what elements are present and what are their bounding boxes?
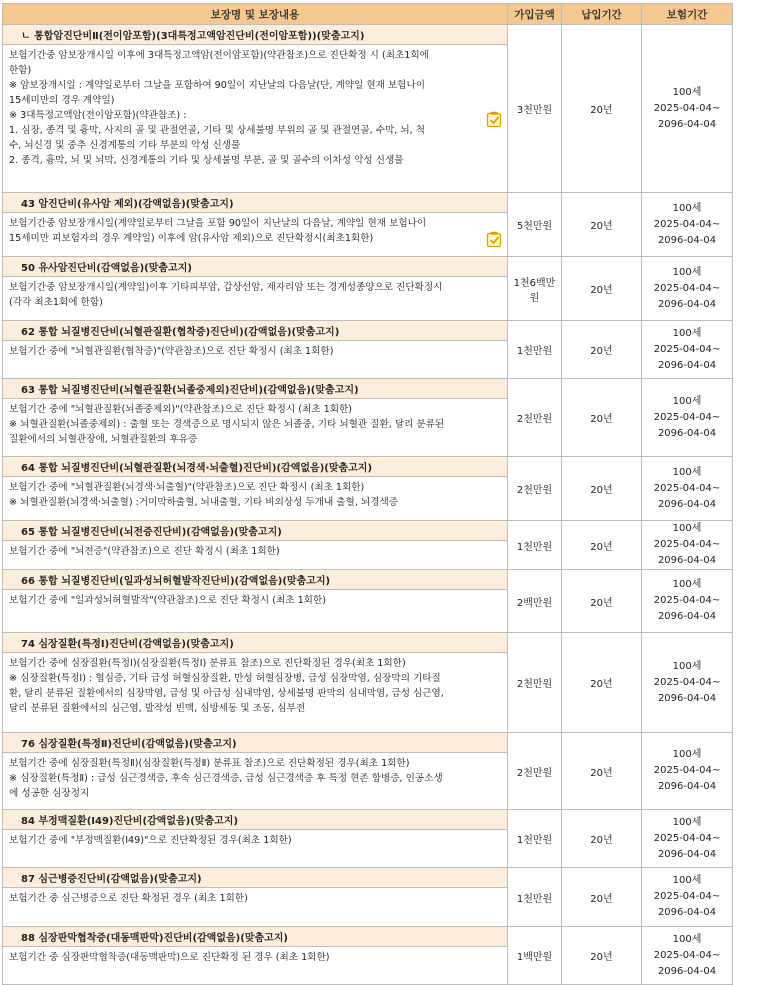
header-payment: 납입기간 <box>562 4 642 25</box>
amount-cell: 1천만원 <box>508 810 562 868</box>
coverage-title: 43 암진단비(유사암 제외)(감액없음)(맞춤고지) <box>3 193 508 213</box>
description-line: 질환에서의 뇌혈관장애, 뇌혈관질환의 후유증 <box>9 434 198 445</box>
coverage-title-row <box>3 521 733 541</box>
coverage-title-row <box>3 927 733 947</box>
description-line: 보험기간 중 심근병증으로 진단 확정된 경우 (최초 1회한) <box>9 893 248 904</box>
description-line: ※ 3대특정고액암(전이암포함)(약관참조) : <box>9 110 187 121</box>
period-cell-line: 2025-04-04~ <box>653 676 721 688</box>
period-cell-line: 2025-04-04~ <box>653 282 721 294</box>
payment-cell: 20년 <box>562 810 642 868</box>
period-cell <box>642 457 733 521</box>
coverage-title-row <box>3 379 733 399</box>
period-cell-line: 100세 <box>672 395 702 407</box>
coverage-title: 84 부정맥질환(Ⅰ49)진단비(감액없음)(맞춤고지) <box>3 810 508 830</box>
description-line: 보험기간 중에 "일과성뇌허혈발작"(약관참조)으로 진단 확정시 (최초 1회한) <box>9 595 326 606</box>
period-cell-line: 2025-04-04~ <box>653 343 721 355</box>
period-cell <box>642 570 733 633</box>
amount-cell: 2천만원 <box>508 733 562 810</box>
description-line: 보험기간 중에 "뇌전증"(약관참조)으로 진단 확정시 (최초 1회한) <box>9 546 280 557</box>
description-line: 보험기간 중에 "뇌혈관질환(협착증)"(약관참조)으로 진단 확정시 (최초 1회한) <box>9 346 334 357</box>
coverage-description <box>3 399 508 457</box>
header-coverage: 보장명 및 보장내용 <box>3 4 508 25</box>
coverage-title-row <box>3 868 733 888</box>
period-cell-line: 2025-04-04~ <box>653 949 721 961</box>
coverage-description <box>3 653 508 733</box>
coverage-title-row <box>3 25 733 45</box>
coverage-description <box>3 947 508 985</box>
description-line: 보험기간 중에 심장질환(특정Ⅰ)(심장질환(특정Ⅰ) 분류표 참조)으로 진단확정된 경우(최초 1회한) <box>9 658 406 669</box>
payment-cell: 20년 <box>562 379 642 457</box>
description-line: ※ 뇌혈관질환(뇌졸중제외) : 출혈 또는 경색증으로 명시되지 않은 뇌졸중, 기타 뇌혈관 질환, 달리 분류된 <box>9 419 445 430</box>
period-cell-line: 2025-04-04~ <box>653 218 721 230</box>
description-line: 보험기간중 암보장개시일(계약일로부터 그날을 포함 90일이 지난날의 다음날, 계약일 현재 보험나이 <box>9 218 427 229</box>
period-cell-line: 2096-04-04 <box>657 498 717 510</box>
coverage-title: 76 심장질환(특정Ⅱ)진단비(감액없음)(맞춤고지) <box>3 733 508 753</box>
period-cell-line: 2096-04-04 <box>657 907 717 918</box>
description-line: 2. 종격, 흉막, 뇌 및 뇌막, 신경계통의 기타 및 상세불명 부분, 골 및 골수의 이차성 악성 신생물 <box>9 155 404 166</box>
description-line: ※ 심장질환(특정Ⅱ) : 급성 심근경색증, 후속 심근경색증, 급성 심근경색증 후 특정 현존 합병증, 인공소생 <box>9 773 443 784</box>
description-line: 보험기간중 암보장개시일(계약일)이후 기타피부암, 갑상선암, 제자리암 또는 경계성종양으로 진단확정시 <box>9 282 443 293</box>
coverage-title: 87 심근병증진단비(감액없음)(맞춤고지) <box>3 868 508 888</box>
period-cell-line: 2096-04-04 <box>657 427 717 439</box>
period-cell-line: 100세 <box>672 816 702 828</box>
period-cell-line: 100세 <box>672 579 702 590</box>
coverage-description <box>3 888 508 927</box>
period-cell <box>642 379 733 457</box>
coverage-description <box>3 541 508 570</box>
period-cell-line: 100세 <box>672 523 702 534</box>
coverage-description <box>3 213 508 257</box>
description-line: 보험기간 중 심장판막협착증(대동맥판막)으로 진단확정 된 경우 (최초 1회한) <box>9 952 330 963</box>
period-cell-line: 2096-04-04 <box>657 359 717 371</box>
description-line: 1. 심장, 종격 및 흉막, 사지의 골 및 관절연골, 기타 및 상세불명 부위의 골 및 관절연골, 수막, 뇌, 척 <box>9 125 425 136</box>
period-cell-line: 2096-04-04 <box>657 555 717 566</box>
period-cell <box>642 927 733 985</box>
description-line: ※ 암보장개시일 : 계약일로부터 그날을 포함하여 90일이 지난날의 다음날(단, 계약일 현재 보험나이 <box>9 80 425 91</box>
period-cell <box>642 521 733 570</box>
coverage-title: 74 심장질환(특정Ⅰ)진단비(감액없음)(맞춤고지) <box>3 633 508 653</box>
period-cell-line: 100세 <box>672 327 702 339</box>
description-line: 보험기간중 암보장개시일 이후에 3대특정고액암(전이암포함)(약관참조)으로 진단확정 시 (최초1회에 <box>9 50 429 61</box>
amount-cell: 1천만원 <box>508 321 562 379</box>
period-cell-line: 100세 <box>672 749 702 760</box>
amount-cell: 1천만원 <box>508 868 562 927</box>
amount-cell: 2백만원 <box>508 570 562 633</box>
period-cell-line: 2025-04-04~ <box>653 482 721 494</box>
coverage-title-row <box>3 570 733 590</box>
description-line: ※ 뇌혈관질환(뇌경색·뇌출혈) :거미막하출혈, 뇌내출혈, 기타 비외상성 두개내 출혈, 뇌경색증 <box>9 497 398 508</box>
period-cell <box>642 257 733 321</box>
coverage-title: 66 통합 뇌질병진단비(일과성뇌허혈발작진단비)(감액없음)(맞춤고지) <box>3 570 508 590</box>
description-line: 보험기간 중에 "부정맥질환(I49)"으로 진단확정된 경우(최초 1회한) <box>9 835 292 846</box>
period-cell-line: 100세 <box>672 933 702 945</box>
coverage-title-row <box>3 810 733 830</box>
period-cell-line: 2096-04-04 <box>657 848 717 860</box>
coverage-description <box>3 477 508 521</box>
coverage-title: 88 심장판막협착증(대동맥판막)진단비(감액없음)(맞춤고지) <box>3 927 508 947</box>
period-cell-line: 2025-04-04~ <box>653 595 721 606</box>
coverage-title: 62 통합 뇌질병진단비(뇌혈관질환(협착증)진단비)(감액없음)(맞춤고지) <box>3 321 508 341</box>
amount-cell-line: 원 <box>529 292 540 304</box>
coverage-title: 65 통합 뇌질병진단비(뇌전증진단비)(감액없음)(맞춤고지) <box>3 521 508 541</box>
period-cell-line: 100세 <box>672 202 702 214</box>
coverage-description <box>3 590 508 633</box>
description-line: 보험기간 중에 "뇌혈관질환(뇌경색·뇌출혈)"(약관참조)으로 진단 확정시 (최초 1회한) <box>9 482 365 493</box>
table-header <box>3 4 733 25</box>
amount-cell: 1백만원 <box>508 927 562 985</box>
period-cell <box>642 633 733 733</box>
payment-cell: 20년 <box>562 25 642 193</box>
period-cell <box>642 25 733 193</box>
coverage-description <box>3 45 508 193</box>
coverage-title-row <box>3 733 733 753</box>
payment-cell: 20년 <box>562 193 642 257</box>
payment-cell: 20년 <box>562 521 642 570</box>
period-cell-line: 100세 <box>672 875 702 886</box>
description-line: 한함) <box>9 65 32 76</box>
coverage-title-row <box>3 257 733 277</box>
description-line: 보험기간 중에 "뇌혈관질환(뇌졸중제외)"(약관참조)으로 진단 확정시 (최초 1회한) <box>9 404 352 415</box>
description-line: 15세미만 피보험자의 경우 계약일) 이후에 암(유사암 제외)으로 진단확정시(최초1회한) <box>9 233 374 244</box>
description-line: 환, 달리 분류된 질환에서의 심장막염, 급성 및 아급성 심내막염, 상세불명 판막의 심내막염, 급성 심근염, <box>9 688 444 699</box>
amount-cell-line: 1천6백만 <box>513 277 556 289</box>
coverage-title: ㄴ 통합암진단비Ⅱ(전이암포함)(3대특정고액암진단비(전이암포함))(맞춤고지) <box>3 25 508 45</box>
coverage-title-row <box>3 457 733 477</box>
header-period: 보험기간 <box>642 4 733 25</box>
coverage-table <box>2 3 733 985</box>
memo-check-icon <box>486 231 503 248</box>
period-cell <box>642 321 733 379</box>
period-cell-line: 100세 <box>672 86 702 98</box>
payment-cell: 20년 <box>562 257 642 321</box>
payment-cell: 20년 <box>562 321 642 379</box>
description-line: 달리 분류된 질환에서의 심근염, 발작성 빈맥, 심방세동 및 조동, 심부전 <box>9 703 306 714</box>
payment-cell: 20년 <box>562 733 642 810</box>
amount-cell: 5천만원 <box>508 193 562 257</box>
coverage-title-row <box>3 321 733 341</box>
period-cell <box>642 193 733 257</box>
amount-cell: 2천만원 <box>508 633 562 733</box>
coverage-title: 64 통합 뇌질병진단비(뇌혈관질환(뇌경색·뇌출혈)진단비)(감액없음)(맞춤고지) <box>3 457 508 477</box>
coverage-description <box>3 341 508 379</box>
period-cell <box>642 733 733 810</box>
coverage-description <box>3 753 508 810</box>
payment-cell: 20년 <box>562 570 642 633</box>
period-cell-line: 2025-04-04~ <box>653 411 721 423</box>
period-cell-line: 2096-04-04 <box>657 298 717 310</box>
period-cell-line: 2096-04-04 <box>657 965 717 977</box>
period-cell-line: 2025-04-04~ <box>653 891 721 902</box>
period-cell-line: 100세 <box>672 660 702 672</box>
description-line: 15세미만의 경우 계약일) <box>9 95 115 106</box>
payment-cell: 20년 <box>562 457 642 521</box>
period-cell-line: 2025-04-04~ <box>653 765 721 776</box>
period-cell-line: 2096-04-04 <box>657 118 717 130</box>
description-line: 보험기간 중에 심장질환(특정Ⅱ)(심장질환(특정Ⅱ) 분류표 참조)으로 진단확정된 경우(최초 1회한) <box>9 758 410 769</box>
period-cell-line: 100세 <box>672 466 702 478</box>
amount-cell: 1천만원 <box>508 521 562 570</box>
coverage-description <box>3 830 508 868</box>
coverage-title: 50 유사암진단비(감액없음)(맞춤고지) <box>3 257 508 277</box>
header-amount: 가입금액 <box>508 4 562 25</box>
description-line: 수, 뇌신경 및 중추 신경계통의 기타 부분의 악성 신생물 <box>9 140 241 151</box>
memo-check-icon <box>486 111 503 128</box>
coverage-title: 63 통합 뇌질병진단비(뇌혈관질환(뇌졸중제외)진단비)(감액없음)(맞춤고지) <box>3 379 508 399</box>
description-line: (각각 최초1회에 한함) <box>9 297 103 308</box>
payment-cell: 20년 <box>562 927 642 985</box>
period-cell-line: 2096-04-04 <box>657 234 717 246</box>
coverage-title-row <box>3 193 733 213</box>
period-cell-line: 2025-04-04~ <box>653 539 721 550</box>
period-cell-line: 2096-04-04 <box>657 692 717 704</box>
period-cell-line: 2096-04-04 <box>657 611 717 622</box>
period-cell-line: 2025-04-04~ <box>653 102 721 114</box>
payment-cell: 20년 <box>562 868 642 927</box>
period-cell-line: 100세 <box>672 266 702 278</box>
coverage-description <box>3 277 508 321</box>
period-cell <box>642 810 733 868</box>
table-body <box>3 25 733 985</box>
coverage-title-row <box>3 633 733 653</box>
description-line: ※ 심장질환(특정Ⅰ) : 협심증, 기타 급성 허혈심장질환, 만성 허혈심장병, 급성 심장막염, 심장막의 기타질 <box>9 673 441 684</box>
amount-cell: 2천만원 <box>508 457 562 521</box>
period-cell-line: 2025-04-04~ <box>653 832 721 844</box>
description-line: 에 성공한 심장정지 <box>9 788 90 799</box>
period-cell-line: 2096-04-04 <box>657 781 717 792</box>
amount-cell <box>508 257 562 321</box>
amount-cell: 3천만원 <box>508 25 562 193</box>
amount-cell: 2천만원 <box>508 379 562 457</box>
payment-cell: 20년 <box>562 633 642 733</box>
period-cell <box>642 868 733 927</box>
